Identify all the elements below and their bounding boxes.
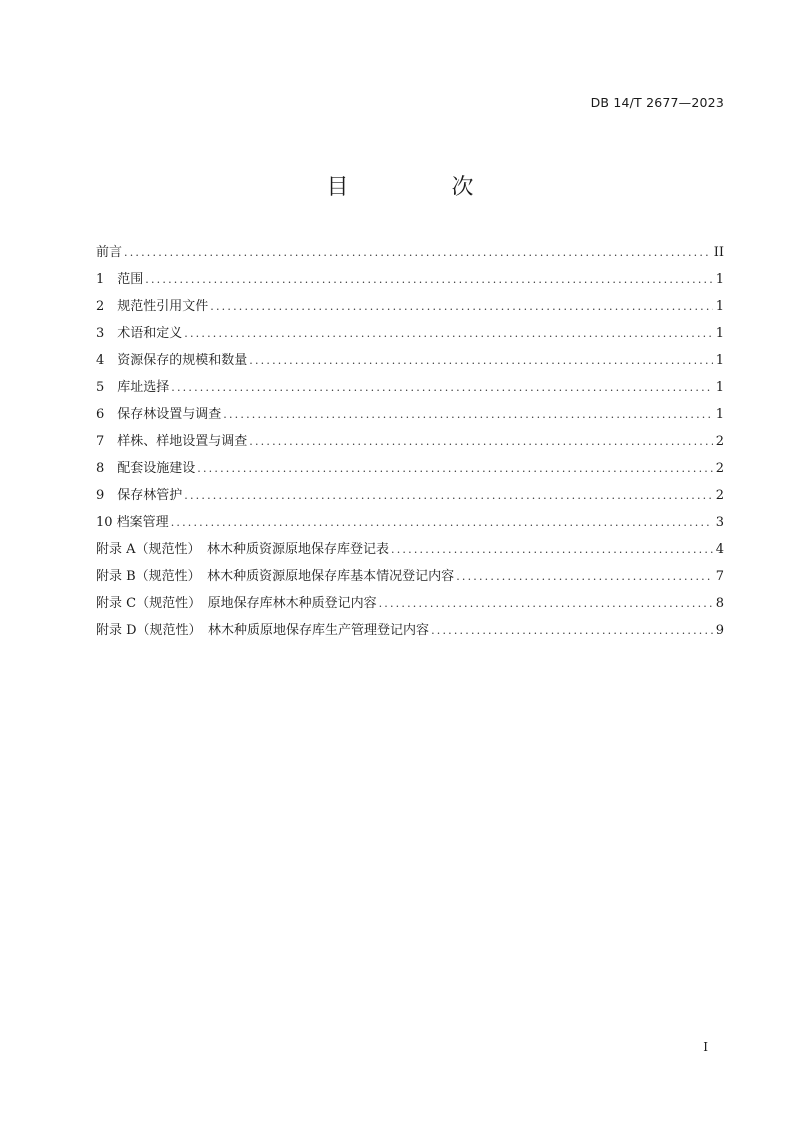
toc-entry-label: 附录 C（规范性） 原地保存库林木种质登记内容 (96, 596, 377, 611)
toc-leader-dots (379, 597, 713, 610)
toc-entry-label: 10 档案管理 (96, 515, 169, 530)
toc-leader-dots (456, 570, 713, 583)
toc-leader-dots (249, 354, 712, 367)
toc-entry-page: 2 (715, 461, 724, 476)
toc-entry-appendix-a[interactable] (96, 538, 724, 565)
toc-entry-label: 附录 A（规范性） 林木种质资源原地保存库登记表 (96, 542, 390, 557)
toc-leader-dots (124, 246, 711, 259)
toc-entry-preface[interactable] (96, 241, 724, 268)
toc-leader-dots (431, 624, 713, 637)
toc-entry-page: 3 (715, 515, 724, 530)
toc-entry-page: 2 (715, 434, 724, 449)
page-number: I (703, 1040, 708, 1054)
toc-entry-label: 9 保存林管护 (96, 488, 183, 503)
toc-entry-label: 8 配套设施建设 (96, 461, 196, 476)
toc-entry-label: 附录 B（规范性） 林木种质资源原地保存库基本情况登记内容 (96, 569, 455, 584)
toc-entry-1[interactable] (96, 268, 724, 295)
toc-entry-label: 4 资源保存的规模和数量 (96, 353, 248, 368)
toc-entry-label: 附录 D（规范性） 林木种质原地保存库生产管理登记内容 (96, 623, 430, 638)
toc-entry-appendix-d[interactable] (96, 619, 724, 646)
toc-entry-page: 8 (715, 596, 724, 611)
toc-entry-page: II (713, 245, 724, 260)
toc-entry-label: 3 术语和定义 (96, 326, 183, 341)
toc-entry-4[interactable] (96, 349, 724, 376)
toc-leader-dots (391, 543, 713, 556)
toc-entry-page: 1 (715, 272, 724, 287)
toc-entry-page: 9 (715, 623, 724, 638)
toc-leader-dots (249, 435, 712, 448)
toc-entry-2[interactable] (96, 295, 724, 322)
toc-entry-5[interactable] (96, 376, 724, 403)
toc-entry-label: 1 范围 (96, 272, 144, 287)
toc-entry-label: 7 样株、样地设置与调查 (96, 434, 248, 449)
toc-entry-page: 1 (715, 299, 724, 314)
toc-entry-10[interactable] (96, 511, 724, 538)
toc-leader-dots (197, 462, 712, 475)
document-code: DB 14/T 2677—2023 (590, 95, 724, 110)
page-title: 目 次 (326, 175, 522, 200)
toc-entry-label: 2 规范性引用文件 (96, 299, 209, 314)
toc-entry-page: 1 (715, 326, 724, 341)
toc-entry-3[interactable] (96, 322, 724, 349)
toc-entry-label: 前言 (96, 245, 123, 260)
toc-entry-page: 2 (715, 488, 724, 503)
toc-entry-label: 5 库址选择 (96, 380, 170, 395)
toc-entry-page: 1 (715, 407, 724, 422)
toc-entry-page: 1 (715, 380, 724, 395)
toc-entry-page: 7 (715, 569, 724, 584)
toc-entry-9[interactable] (96, 484, 724, 511)
toc-entry-8[interactable] (96, 457, 724, 484)
toc-entry-page: 4 (715, 542, 724, 557)
toc-leader-dots (184, 489, 712, 502)
toc-entry-7[interactable] (96, 430, 724, 457)
toc-leader-dots (223, 408, 712, 421)
toc-entry-page: 1 (715, 353, 724, 368)
toc-leader-dots (171, 381, 712, 394)
toc-leader-dots (184, 327, 712, 340)
toc-leader-dots (210, 300, 712, 313)
toc-leader-dots (171, 516, 713, 529)
toc-entry-appendix-c[interactable] (96, 592, 724, 619)
toc-entry-6[interactable] (96, 403, 724, 430)
toc-entry-label: 6 保存林设置与调查 (96, 407, 222, 422)
toc-entry-appendix-b[interactable] (96, 565, 724, 592)
table-of-contents (96, 241, 724, 646)
toc-leader-dots (145, 273, 712, 286)
